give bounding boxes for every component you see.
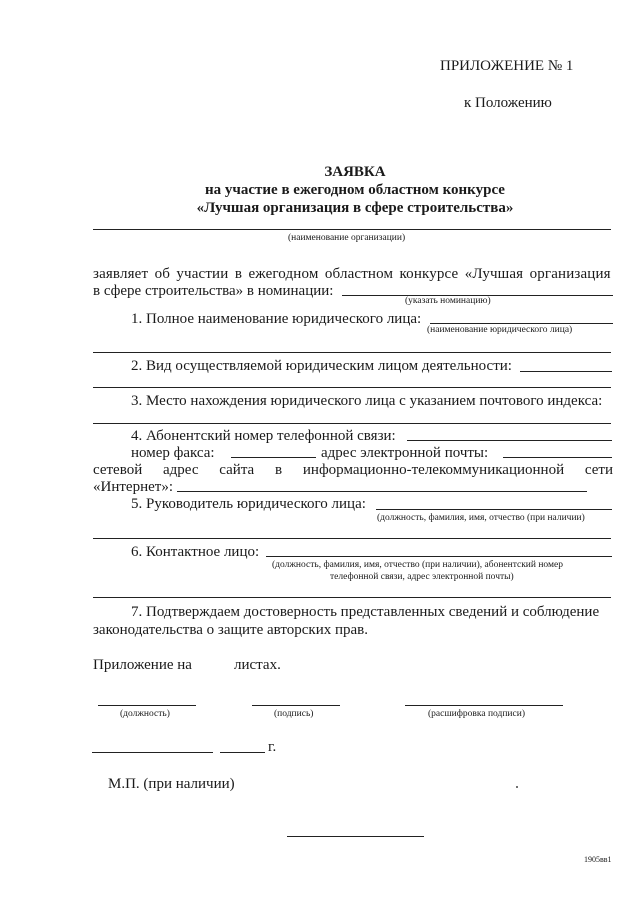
doc-code: 1905вв1 <box>584 855 612 864</box>
date-line-2 <box>220 752 265 753</box>
site-word: сети <box>584 462 613 478</box>
fax-line <box>231 457 316 458</box>
item-7-line-2: законодательства о защите авторских прав. <box>93 622 368 638</box>
decode-line <box>405 705 563 706</box>
item-6-line <box>266 556 612 557</box>
attachment-prefix: Приложение на <box>93 657 192 673</box>
item-6-label: 6. Контактное лицо: <box>131 544 260 560</box>
intro-line-2: в сфере строительства» в номинации: <box>93 283 334 299</box>
site-address-line <box>93 461 613 479</box>
appendix-subtitle: к Положению <box>464 95 552 111</box>
item-5-caption: (должность, фамилия, имя, отчество (при наличии) <box>377 513 585 523</box>
stamp-label: М.П. (при наличии) <box>108 776 235 792</box>
org-name-caption: (наименование организации) <box>288 233 406 243</box>
item-5-line <box>376 509 612 510</box>
decode-caption: (расшифровка подписи) <box>428 709 525 719</box>
site-word: сетевой <box>93 462 143 478</box>
item-2-label: 2. Вид осуществляемой юридическим лицом деятельности: <box>131 358 512 374</box>
heading-title: ЗАЯВКА <box>324 164 386 180</box>
date-suffix: г. <box>268 739 277 755</box>
item-5-label: 5. Руководитель юридического лица: <box>131 496 366 512</box>
internet-line <box>177 491 587 492</box>
sign-caption: (подпись) <box>274 709 314 719</box>
item-1-caption: (наименование юридического лица) <box>427 325 573 335</box>
item-3-line <box>93 423 611 424</box>
item-4-phone-label: 4. Абонентский номер телефонной связи: <box>131 428 396 444</box>
item-7-line-1: 7. Подтверждаем достоверность представленных сведений и соблюдение <box>131 604 600 620</box>
item-1-line <box>430 323 613 324</box>
site-word: сайта <box>219 462 255 478</box>
item-2-line-2 <box>93 387 611 388</box>
scan-dot <box>516 786 518 788</box>
heading-line-3: «Лучшая организация в сфере строительства» <box>196 200 514 216</box>
internet-label: «Интернет»: <box>93 479 173 495</box>
item-1-line-2 <box>93 352 611 353</box>
item-3-label: 3. Место нахождения юридического лица с указанием почтового индекса: <box>131 393 603 409</box>
email-line <box>503 457 612 458</box>
nomination-caption: (указать номинацию) <box>405 296 491 306</box>
bottom-line <box>287 836 424 837</box>
attachment-suffix: листах. <box>234 657 281 673</box>
org-name-line <box>93 229 611 230</box>
item-6-caption-1: (должность, фамилия, имя, отчество (при наличии), абонентский номер <box>272 560 563 570</box>
position-line <box>98 705 196 706</box>
item-6-caption-2: телефонной связи, адрес электронной почты) <box>330 572 514 582</box>
phone-line <box>407 440 612 441</box>
item-1-label: 1. Полное наименование юридического лица: <box>131 311 422 327</box>
email-label: адрес электронной почты: <box>321 445 489 461</box>
item-6-line-2 <box>93 597 611 598</box>
position-caption: (должность) <box>120 709 170 719</box>
fax-label: номер факса: <box>131 445 215 461</box>
date-line-1 <box>92 752 213 753</box>
site-word: в <box>275 462 283 478</box>
item-2-line <box>520 371 612 372</box>
appendix-title: ПРИЛОЖЕНИЕ № 1 <box>440 58 574 74</box>
site-word: информационно-телекоммуникационной <box>302 462 565 478</box>
heading-line-2: на участие в ежегодном областном конкурсе <box>205 182 505 198</box>
site-word: адрес <box>163 462 199 478</box>
sign-line <box>252 705 340 706</box>
item-5-line-2 <box>93 538 611 539</box>
intro-line-1: заявляет об участии в ежегодном областном конкурсе «Лучшая организация <box>93 266 611 282</box>
